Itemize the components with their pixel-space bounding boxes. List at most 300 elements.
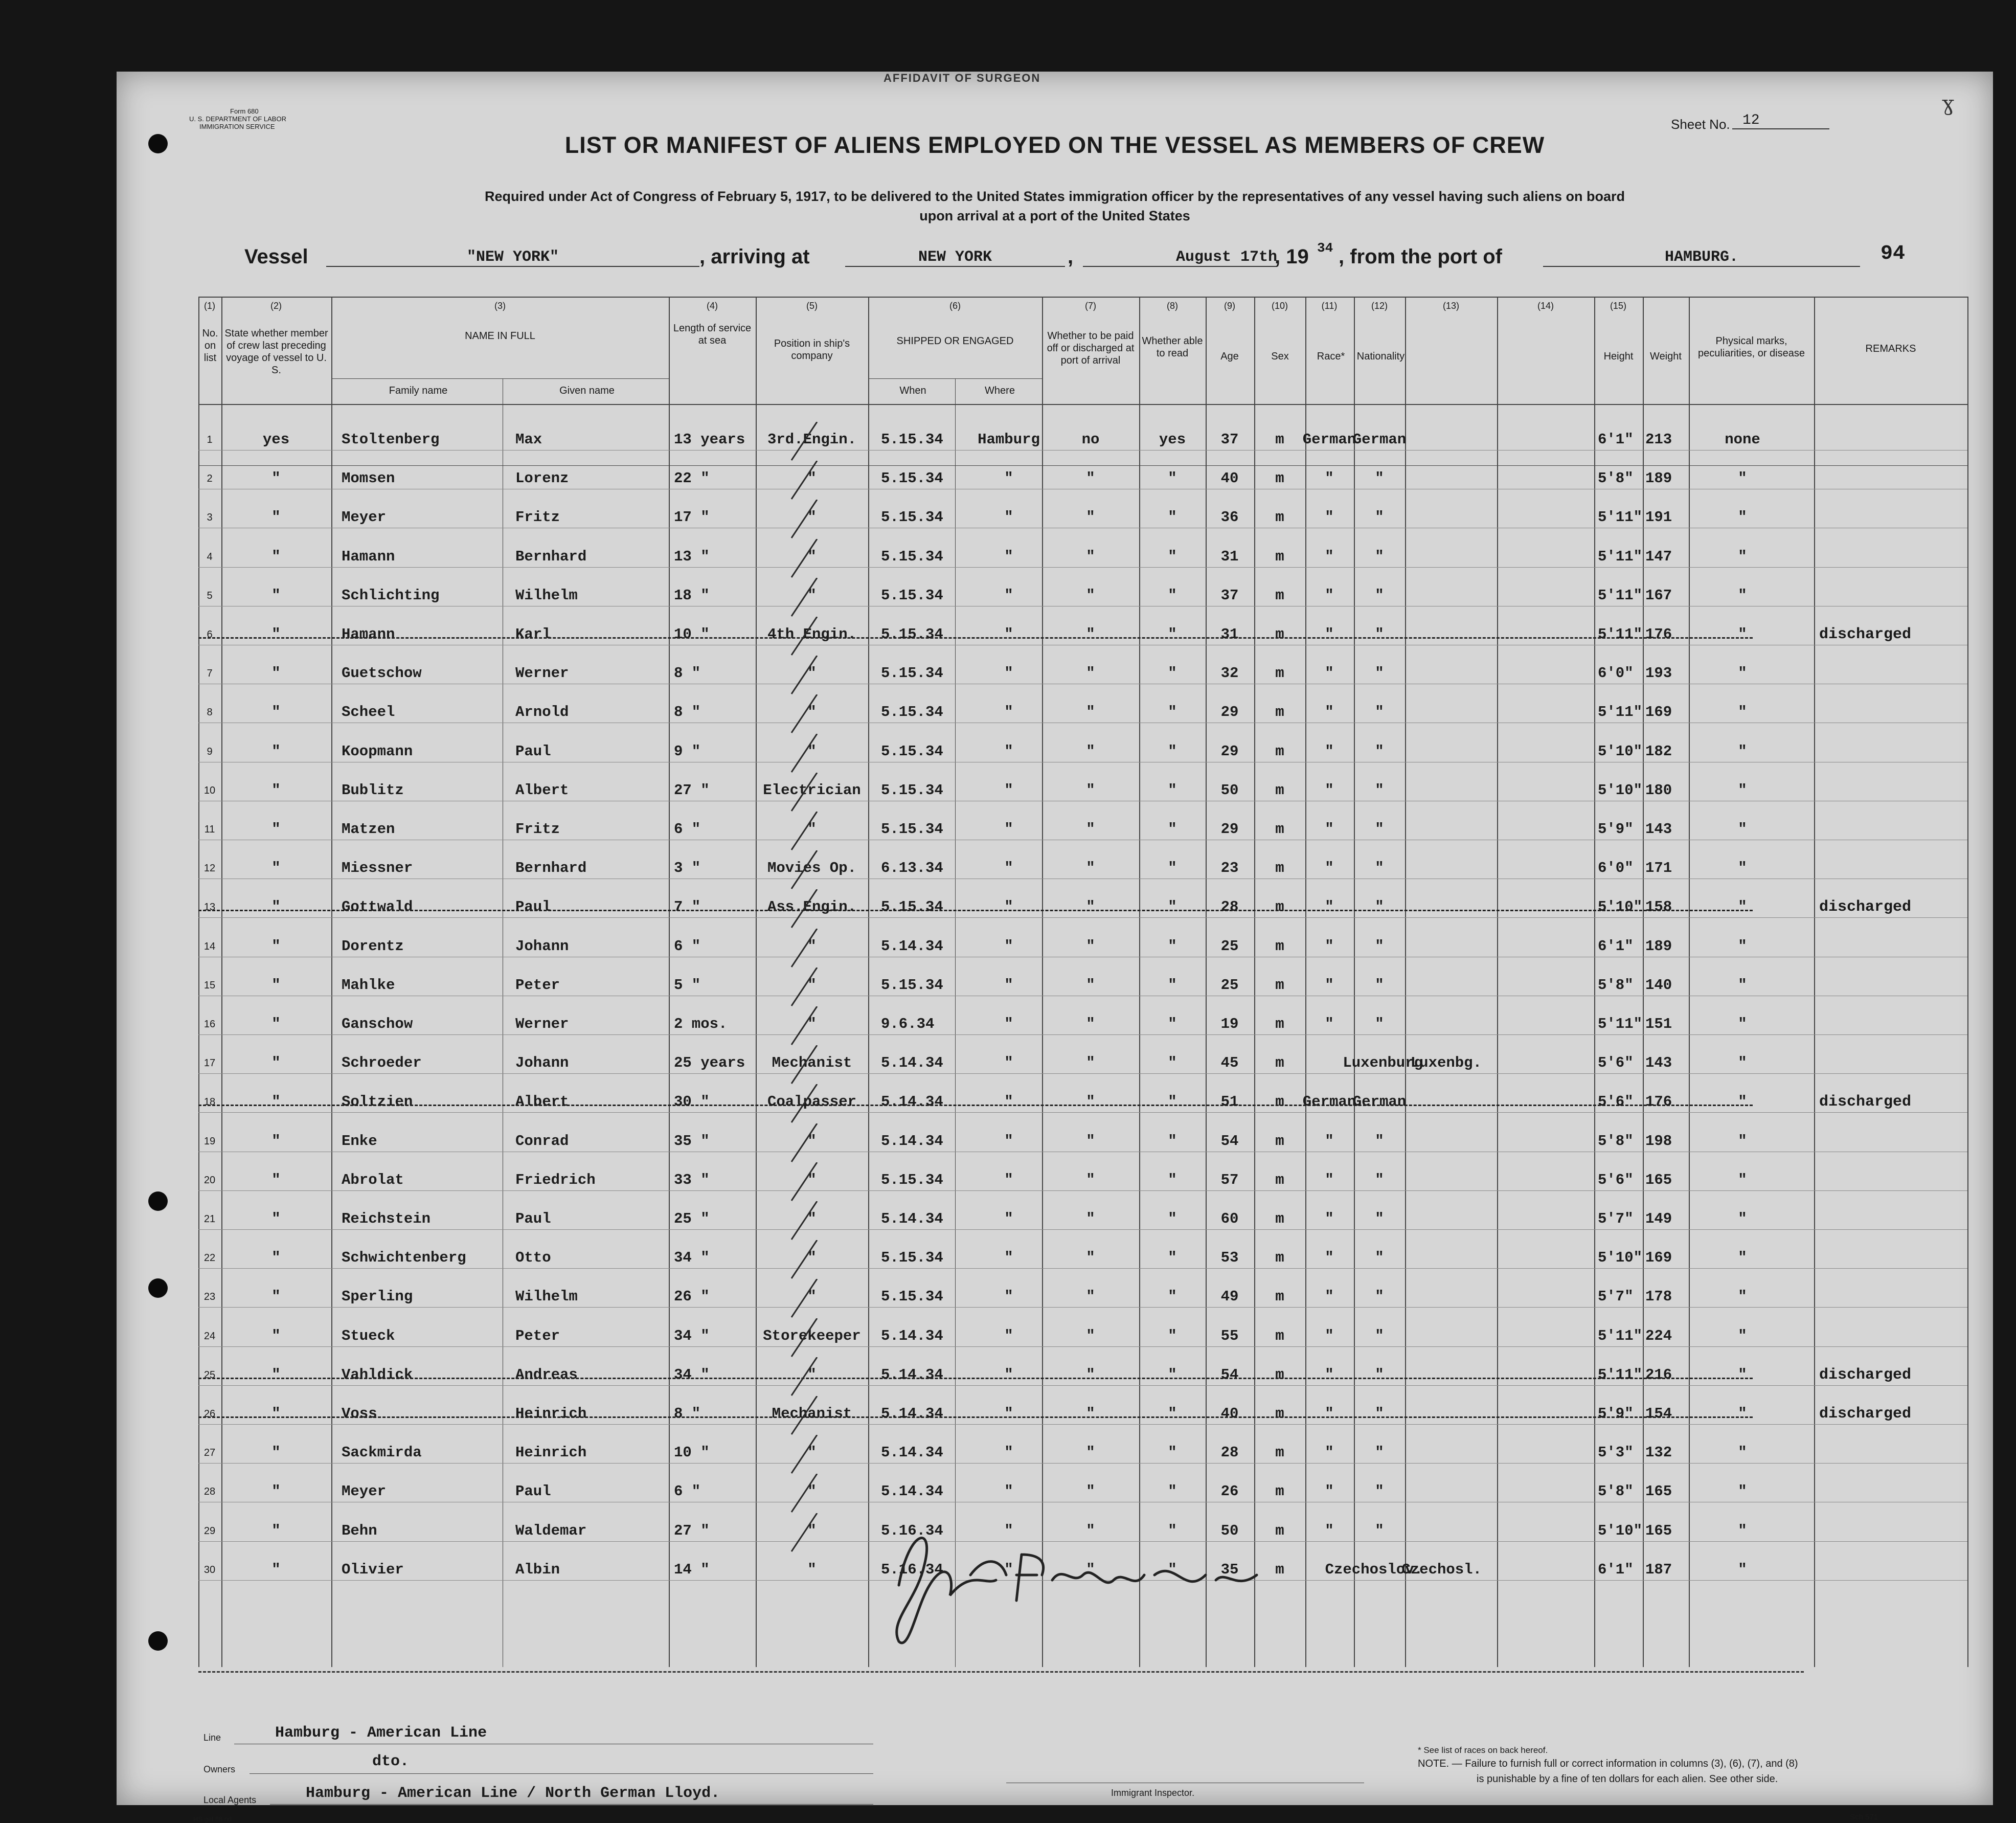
nationality: ": [1375, 1172, 1384, 1188]
able-to-read: ": [1168, 548, 1177, 565]
position: ": [807, 977, 817, 994]
from-port: HAMBURG.: [1543, 249, 1860, 267]
tally-slash-mark: [786, 1084, 827, 1125]
able-to-read: ": [1168, 626, 1177, 643]
length-of-service: 8 ": [674, 665, 701, 682]
weight: 149: [1645, 1210, 1672, 1227]
weight: 165: [1645, 1483, 1672, 1500]
strike-through-line: [198, 910, 1753, 911]
length-of-service: 2 mos.: [674, 1016, 728, 1032]
shipped-where: ": [1004, 1483, 1013, 1500]
height: 5'3": [1598, 1444, 1634, 1461]
shipped-header-subline: [868, 378, 1042, 379]
previous-voyage: ": [271, 548, 281, 565]
weight: 189: [1645, 470, 1672, 487]
nationality: ": [1375, 1016, 1384, 1032]
race: ": [1325, 470, 1334, 487]
family-name: Schwichtenberg: [342, 1249, 466, 1266]
tally-slash-mark: [786, 500, 827, 541]
tally-slash-mark: [786, 1162, 827, 1203]
table-row: [117, 1245, 1993, 1276]
row-number: 9: [207, 746, 213, 757]
race: ": [1325, 1366, 1334, 1383]
nationality: ": [1375, 1366, 1384, 1383]
sex: m: [1275, 1054, 1284, 1071]
column-number: (5): [806, 301, 818, 311]
shipped-where: ": [1004, 665, 1013, 682]
physical-marks: ": [1738, 1172, 1747, 1188]
owners-underline: [250, 1773, 873, 1774]
row-number: 12: [203, 863, 216, 874]
row-number: 4: [207, 551, 213, 562]
shipped-when: 5.15.34: [881, 1172, 943, 1188]
physical-marks: ": [1738, 1327, 1747, 1344]
previous-voyage: ": [271, 1016, 281, 1032]
strike-through-line: [198, 1416, 1753, 1418]
shipped-where: ": [1004, 1366, 1013, 1383]
shipped-when: 5.15.34: [881, 898, 943, 915]
nationality: ": [1375, 626, 1384, 643]
tally-slash-mark: [786, 812, 827, 852]
weight: 198: [1645, 1133, 1672, 1150]
physical-marks: ": [1738, 860, 1747, 876]
length-of-service: 8 ": [674, 1405, 701, 1422]
weight: 216: [1645, 1366, 1672, 1383]
nationality: ": [1375, 1210, 1384, 1227]
row-number: 17: [203, 1057, 216, 1069]
header-no-on-list: No. on list: [202, 328, 218, 364]
header-sex: Sex: [1271, 351, 1289, 362]
family-name: Behn: [342, 1522, 377, 1539]
physical-marks: ": [1738, 587, 1747, 604]
paid-off: ": [1086, 743, 1095, 760]
year-prefix: , 19: [1275, 245, 1309, 268]
previous-voyage: ": [271, 470, 281, 487]
height: 5'9": [1598, 821, 1634, 838]
table-row: [117, 1206, 1993, 1237]
family-name: Meyer: [342, 1483, 387, 1500]
age: 60: [1220, 1210, 1239, 1227]
table-row: [117, 1362, 1993, 1393]
weight: 132: [1645, 1444, 1672, 1461]
position: 4th Engin.: [767, 626, 857, 643]
age: 36: [1220, 509, 1239, 526]
position: ": [807, 1522, 817, 1539]
sex: m: [1275, 1288, 1284, 1305]
nationality: ": [1375, 587, 1384, 604]
manifest-page: [117, 72, 1993, 1823]
given-name: Fritz: [515, 509, 560, 526]
paid-off: ": [1086, 470, 1095, 487]
family-name: Enke: [342, 1133, 377, 1150]
physical-marks: ": [1738, 821, 1747, 838]
physical-marks: ": [1738, 704, 1747, 721]
age: 28: [1220, 898, 1239, 915]
table-row: [117, 1440, 1993, 1471]
length-of-service: 6 ": [674, 1483, 701, 1500]
nationality: ": [1375, 1288, 1384, 1305]
paid-off: ": [1086, 587, 1095, 604]
position: ": [807, 1249, 817, 1266]
shipped-where: ": [1004, 587, 1013, 604]
height: 5'8": [1598, 470, 1634, 487]
previous-voyage: ": [271, 1249, 281, 1266]
height: 5'11": [1598, 587, 1643, 604]
given-name: Karl: [515, 626, 551, 643]
sex: m: [1275, 1483, 1284, 1500]
age: 51: [1220, 1093, 1239, 1110]
able-to-read: ": [1168, 1249, 1177, 1266]
table-row: [117, 1050, 1993, 1081]
able-to-read: ": [1168, 509, 1177, 526]
header-able-read: Whether able to read: [1142, 335, 1203, 359]
sex: m: [1275, 1210, 1284, 1227]
sex: m: [1275, 860, 1284, 876]
sex: m: [1275, 1133, 1284, 1150]
paid-off: ": [1086, 626, 1095, 643]
height: 5'7": [1598, 1210, 1634, 1227]
weight: 158: [1645, 898, 1672, 915]
race: ": [1325, 587, 1334, 604]
age: 50: [1220, 782, 1239, 799]
race: German: [1302, 1093, 1356, 1110]
sex: m: [1275, 1444, 1284, 1461]
nationality: ": [1375, 860, 1384, 876]
paid-off: ": [1086, 1054, 1095, 1071]
race: ": [1325, 1210, 1334, 1227]
height: 5'10": [1598, 898, 1643, 915]
given-name: Arnold: [515, 704, 569, 721]
shipped-when: 5.14.34: [881, 1405, 943, 1422]
shipped-where: ": [1004, 898, 1013, 915]
paid-off: ": [1086, 1405, 1095, 1422]
height: 6'1": [1598, 938, 1634, 955]
remark-discharged: discharged: [1819, 1366, 1912, 1384]
age: 49: [1220, 1288, 1239, 1305]
weight: 165: [1645, 1522, 1672, 1539]
shipped-when: 5.15.34: [881, 548, 943, 565]
physical-marks: ": [1738, 1054, 1747, 1071]
race: ": [1325, 704, 1334, 721]
position: Mechanist: [772, 1405, 852, 1422]
tally-slash-mark: [786, 1474, 827, 1515]
able-to-read: ": [1168, 1444, 1177, 1461]
binder-hole: [148, 1631, 168, 1651]
length-of-service: 13 years: [674, 431, 745, 448]
family-name: Soltzien: [342, 1093, 413, 1110]
service: IMMIGRATION SERVICE: [199, 123, 275, 130]
sex: m: [1275, 977, 1284, 994]
shipped-where: ": [1004, 743, 1013, 760]
paid-off: ": [1086, 1327, 1095, 1344]
header-family-name: Family name: [389, 385, 448, 396]
family-name: Bublitz: [342, 782, 404, 799]
table-row: [117, 934, 1993, 964]
physical-marks: ": [1738, 938, 1747, 955]
age: 55: [1220, 1327, 1239, 1344]
shipped-where: ": [1004, 1133, 1013, 1150]
shipped-where: ": [1004, 860, 1013, 876]
nationality: German: [1352, 1093, 1407, 1110]
family-name: Abrolat: [342, 1172, 404, 1188]
length-of-service: 9 ": [674, 743, 701, 760]
column-number: (14): [1537, 301, 1554, 311]
weight: 224: [1645, 1327, 1672, 1344]
given-name: Bernhard: [515, 548, 587, 565]
physical-marks: ": [1738, 1249, 1747, 1266]
nationality: ": [1375, 509, 1384, 526]
nationality: ": [1375, 1444, 1384, 1461]
paid-off: ": [1086, 821, 1095, 838]
physical-marks: ": [1738, 1522, 1747, 1539]
row-number: 1: [207, 434, 213, 445]
from-label: , from the port of: [1339, 245, 1502, 268]
given-name: Fritz: [515, 821, 560, 838]
previous-voyage: ": [271, 743, 281, 760]
height: 5'10": [1598, 782, 1643, 799]
remark-discharged: discharged: [1819, 626, 1912, 643]
previous-voyage: ": [271, 1366, 281, 1383]
family-name: Olivier: [342, 1561, 404, 1578]
shipped-when: 5.14.34: [881, 1210, 943, 1227]
given-name: Paul: [515, 1210, 551, 1227]
physical-marks: ": [1738, 509, 1747, 526]
able-to-read: ": [1168, 1054, 1177, 1071]
sex: m: [1275, 1172, 1284, 1188]
length-of-service: 26 ": [674, 1288, 710, 1305]
table-row: [117, 544, 1993, 575]
row-number: 26: [203, 1408, 216, 1420]
previous-voyage: ": [271, 1093, 281, 1110]
tally-slash-mark: [786, 1279, 827, 1320]
given-name: Heinrich: [515, 1444, 587, 1461]
sex: m: [1275, 782, 1284, 799]
family-name: Stoltenberg: [342, 431, 440, 448]
physical-marks: ": [1738, 1444, 1747, 1461]
header-shipped: SHIPPED OR ENGAGED: [896, 335, 1014, 347]
shipped-where: ": [1004, 1288, 1013, 1305]
height: 5'11": [1598, 1366, 1643, 1383]
race: ": [1325, 860, 1334, 876]
height: 5'11": [1598, 548, 1643, 565]
length-of-service: 34 ": [674, 1327, 710, 1344]
table-row: [117, 1167, 1993, 1198]
race: ": [1325, 1133, 1334, 1150]
able-to-read: ": [1168, 1210, 1177, 1227]
row-number: 28: [203, 1486, 216, 1497]
paid-off: ": [1086, 1561, 1095, 1578]
physical-marks: ": [1738, 470, 1747, 487]
weight: 193: [1645, 665, 1672, 682]
shipped-when: 5.15.34: [881, 977, 943, 994]
position: ": [807, 509, 817, 526]
column-number: (9): [1224, 301, 1235, 311]
age: 26: [1220, 1483, 1239, 1500]
tally-slash-mark: [786, 929, 827, 970]
paid-off: ": [1086, 1133, 1095, 1150]
shipped-when: 5.15.34: [881, 509, 943, 526]
column-number: (11): [1321, 301, 1338, 311]
height: 5'11": [1598, 704, 1643, 721]
able-to-read: ": [1168, 704, 1177, 721]
race: German: [1302, 431, 1356, 448]
row-number: 25: [203, 1369, 216, 1381]
paid-off: ": [1086, 782, 1095, 799]
age: 37: [1220, 587, 1239, 604]
family-name: Reichstein: [342, 1210, 431, 1227]
shipped-where: ": [1004, 1016, 1013, 1032]
height: 5'10": [1598, 1522, 1643, 1539]
family-name: Hamann: [342, 626, 395, 643]
shipped-when: 5.15.34: [881, 587, 943, 604]
able-to-read: ": [1168, 1366, 1177, 1383]
height: 5'11": [1598, 1016, 1643, 1032]
previous-voyage: ": [271, 626, 281, 643]
position: ": [807, 1366, 817, 1383]
weight: 143: [1645, 821, 1672, 838]
form-number: Form 680: [230, 107, 259, 115]
length-of-service: 14 ": [674, 1561, 710, 1578]
row-number: 29: [203, 1525, 216, 1537]
agents-underline: [270, 1804, 873, 1805]
length-of-service: 34 ": [674, 1366, 710, 1383]
weight: 169: [1645, 1249, 1672, 1266]
table-row: [117, 466, 1993, 497]
length-of-service: 25 years: [674, 1054, 745, 1071]
row-number: 8: [207, 707, 213, 718]
inspector-label: Immigrant Inspector.: [1111, 1788, 1195, 1798]
shipped-where: ": [1004, 1561, 1013, 1578]
age: 31: [1220, 548, 1239, 565]
note-line-2: is punishable by a fine of ten dollars for each alien. See other side.: [1477, 1773, 1778, 1785]
owners-label: Owners: [203, 1764, 236, 1774]
nationality: ": [1375, 782, 1384, 799]
paid-off: ": [1086, 665, 1095, 682]
family-name: Dorentz: [342, 938, 404, 955]
previous-voyage: ": [271, 1210, 281, 1227]
physical-marks: ": [1738, 548, 1747, 565]
position: ": [807, 1210, 817, 1227]
shipped-where: ": [1004, 1210, 1013, 1227]
paid-off: ": [1086, 509, 1095, 526]
weight: 189: [1645, 938, 1672, 955]
able-to-read: ": [1168, 1016, 1177, 1032]
height: 5'6": [1598, 1093, 1634, 1110]
length-of-service: 34 ": [674, 1249, 710, 1266]
weight: 140: [1645, 977, 1672, 994]
column-number: (4): [707, 301, 718, 311]
physical-marks: ": [1738, 1093, 1747, 1110]
family-name: Koopmann: [342, 743, 413, 760]
family-name: Sperling: [342, 1288, 413, 1305]
shipped-where: ": [1004, 704, 1013, 721]
header-length-service: Length of service at sea: [673, 323, 752, 346]
row-number: 10: [203, 785, 216, 796]
able-to-read: ": [1168, 743, 1177, 760]
department: U. S. DEPARTMENT OF LABOR: [189, 115, 286, 123]
header-position: Position in ship's company: [774, 338, 850, 362]
nationality: ": [1375, 977, 1384, 994]
table-row: [117, 622, 1993, 652]
weight: 213: [1645, 431, 1672, 448]
length-of-service: 30 ": [674, 1093, 710, 1110]
sex: m: [1275, 1093, 1284, 1110]
header-paid-off: Whether to be paid off or discharged at port of arrival: [1047, 330, 1135, 366]
row-number: 5: [207, 590, 213, 601]
tally-slash-mark: [786, 1357, 827, 1398]
age: 25: [1220, 938, 1239, 955]
position: Movies Op.: [767, 860, 857, 876]
physical-marks: none: [1725, 431, 1760, 448]
able-to-read: ": [1168, 587, 1177, 604]
paid-off: ": [1086, 1444, 1095, 1461]
position: ": [807, 1561, 817, 1578]
shipped-where: ": [1004, 626, 1013, 643]
tally-slash-mark: [786, 1240, 827, 1281]
shipped-when: 5.14.34: [881, 1327, 943, 1344]
height: 5'8": [1598, 977, 1634, 994]
family-name: Guetschow: [342, 665, 422, 682]
family-name: Momsen: [342, 470, 395, 487]
tally-slash-mark: [786, 967, 827, 1008]
race: ": [1325, 1249, 1334, 1266]
family-name: Miessner: [342, 860, 413, 876]
tally-slash-mark: [786, 539, 827, 580]
local-agents-label: Local Agents: [203, 1795, 257, 1805]
length-of-service: 27 ": [674, 1522, 710, 1539]
shipped-when: 5.14.34: [881, 1054, 943, 1071]
height: 5'11": [1598, 626, 1643, 643]
height: 6'0": [1598, 860, 1634, 876]
header-nationality: Nationality: [1356, 351, 1405, 362]
nationality: ": [1375, 1522, 1384, 1539]
shipped-when: 5.14.34: [881, 1093, 943, 1110]
paid-off: ": [1086, 898, 1095, 915]
previous-voyage: ": [271, 1172, 281, 1188]
row-number: 21: [203, 1213, 216, 1225]
paid-off: no: [1081, 431, 1100, 448]
previous-voyage: ": [271, 1288, 281, 1305]
family-name: Mahlke: [342, 977, 395, 994]
sex: m: [1275, 898, 1284, 915]
position: ": [807, 470, 817, 487]
race: ": [1325, 665, 1334, 682]
table-row: [117, 427, 1993, 458]
header-where: Where: [985, 385, 1015, 396]
row-number: 20: [203, 1175, 216, 1186]
nationality: ": [1375, 704, 1384, 721]
shipped-when: 5.16.34: [881, 1522, 943, 1539]
previous-voyage: ": [271, 821, 281, 838]
shipped-where: ": [1004, 1093, 1013, 1110]
physical-marks: ": [1738, 626, 1747, 643]
tally-slash-mark: [786, 1006, 827, 1047]
nationality: ": [1375, 1405, 1384, 1422]
race: ": [1325, 509, 1334, 526]
table-row: [117, 739, 1993, 770]
table-row: [117, 817, 1993, 847]
height: 5'11": [1598, 1327, 1643, 1344]
height: 5'7": [1598, 1288, 1634, 1305]
comma: ,: [1068, 245, 1074, 268]
schedule-code: Sch 571: [1850, 1813, 1878, 1821]
shipped-when: 5.15.34: [881, 782, 943, 799]
sex: m: [1275, 665, 1284, 682]
height: 5'9": [1598, 1405, 1634, 1422]
family-name: Vahldick: [342, 1366, 413, 1383]
table-row: [117, 973, 1993, 1003]
given-name: Wilhelm: [515, 587, 578, 604]
